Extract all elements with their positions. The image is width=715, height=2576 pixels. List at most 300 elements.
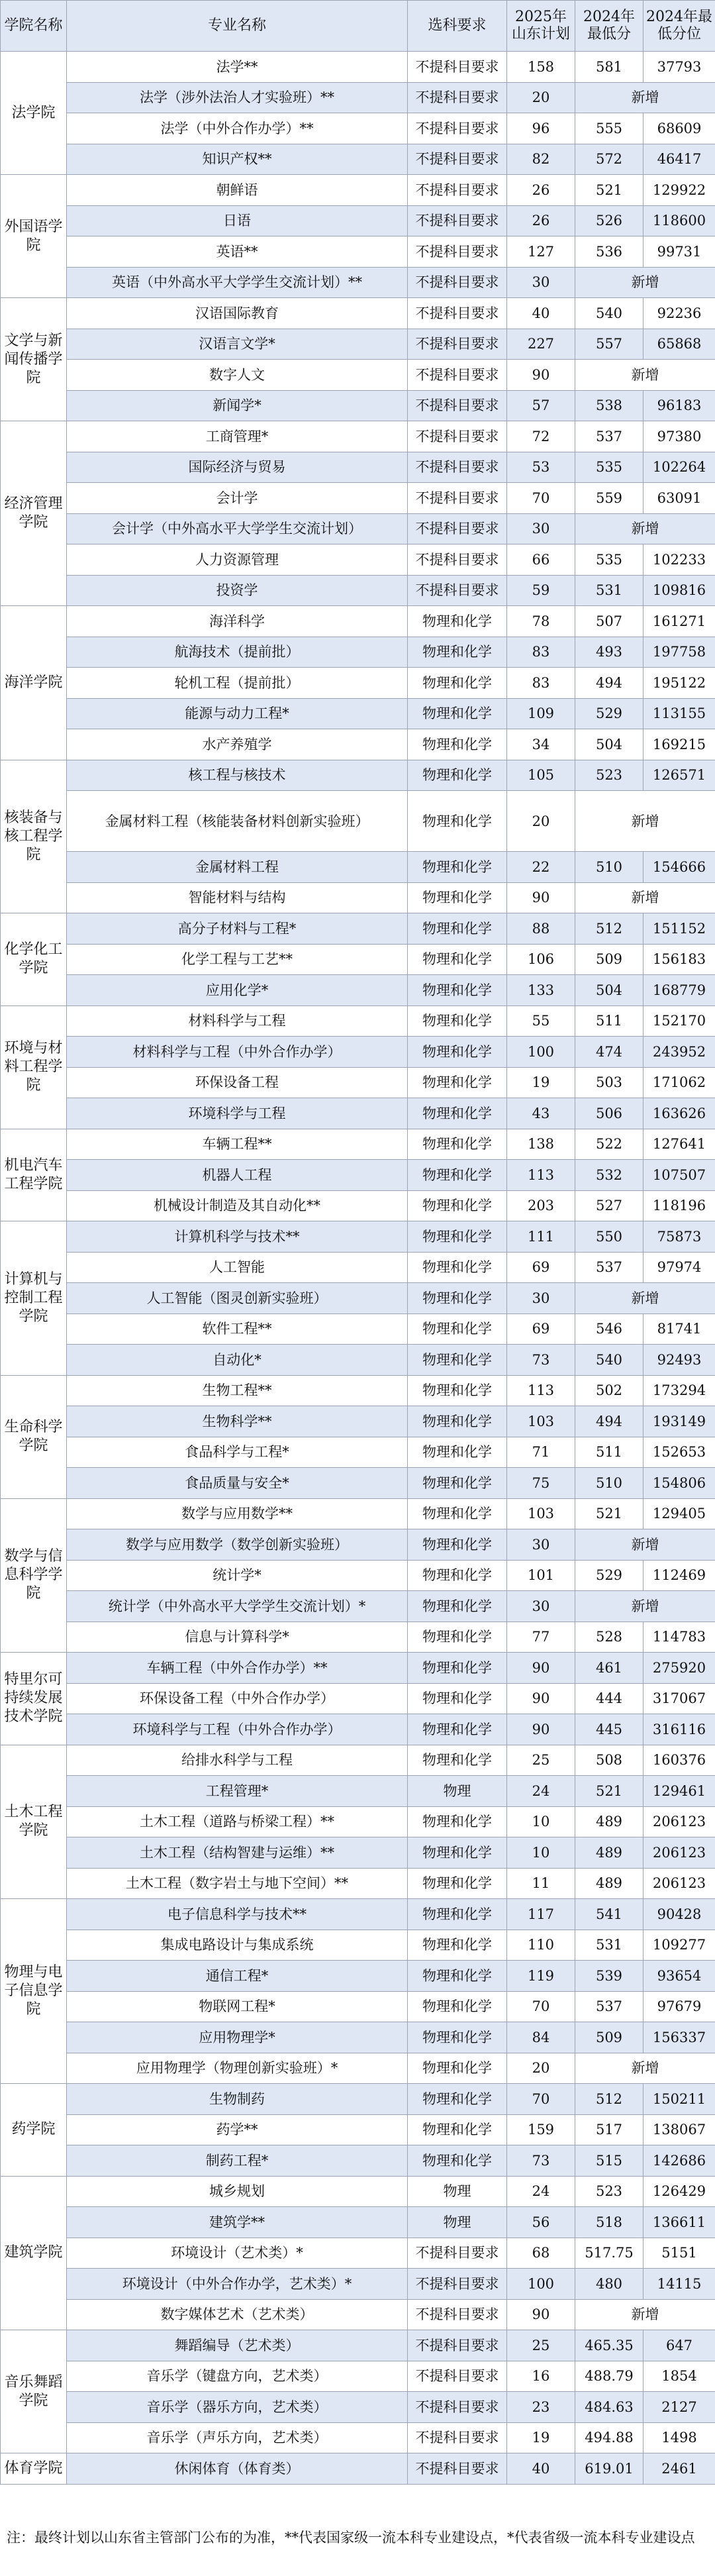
min-rank-cell: 5151 (644, 2238, 715, 2269)
min-score-cell: 511 (575, 1005, 644, 1037)
min-rank-cell: 96183 (644, 390, 715, 421)
requirement-cell: 不提科目要求 (408, 483, 507, 514)
requirement-cell: 物理 (408, 1776, 507, 1807)
min-rank-cell: 118196 (644, 1190, 715, 1221)
table-row (1, 1591, 715, 1622)
college-cell: 海洋学院 (1, 606, 67, 760)
plan-cell: 69 (507, 1314, 575, 1345)
plan-cell: 56 (507, 2207, 575, 2238)
min-score-cell: 511 (575, 1437, 644, 1468)
table-row (1, 668, 715, 699)
requirement-cell: 物理和化学 (408, 882, 507, 913)
requirement-cell: 物理和化学 (408, 2053, 507, 2084)
requirement-cell: 物理和化学 (408, 1591, 507, 1622)
table-row (1, 1806, 715, 1837)
college-cell: 物理与电子信息学院 (1, 1899, 67, 2084)
min-rank-cell: 63091 (644, 483, 715, 514)
min-score-cell: 535 (575, 452, 644, 483)
plan-cell: 40 (507, 298, 575, 329)
plan-cell: 24 (507, 1776, 575, 1807)
plan-cell: 34 (507, 729, 575, 760)
min-rank-cell: 138067 (644, 2114, 715, 2145)
min-rank-cell: 163626 (644, 1098, 715, 1129)
major-cell: 法学** (67, 52, 408, 83)
plan-cell: 53 (507, 452, 575, 483)
major-cell: 材料科学与工程（中外合作办学） (67, 1037, 408, 1068)
plan-cell: 43 (507, 1098, 575, 1129)
table-row (1, 1961, 715, 1992)
major-cell: 数学与应用数学（数学创新实验班） (67, 1529, 408, 1561)
min-score-cell: 新增 (575, 1529, 715, 1561)
plan-cell: 69 (507, 1252, 575, 1283)
requirement-cell: 物理和化学 (408, 637, 507, 668)
table-row (1, 1498, 715, 1529)
college-cell: 外国语学院 (1, 175, 67, 298)
plan-cell: 57 (507, 390, 575, 421)
min-score-cell: 504 (575, 729, 644, 760)
requirement-cell: 物理和化学 (408, 1067, 507, 1098)
major-cell: 生物科学** (67, 1406, 408, 1437)
requirement-cell: 物理和化学 (408, 1037, 507, 1068)
min-score-cell: 537 (575, 421, 644, 452)
major-cell: 法学（中外合作办学）** (67, 113, 408, 144)
plan-cell: 96 (507, 113, 575, 144)
requirement-cell: 物理和化学 (408, 2084, 507, 2115)
min-rank-cell: 195122 (644, 668, 715, 699)
table-row (1, 144, 715, 175)
plan-cell: 78 (507, 606, 575, 637)
requirement-cell: 不提科目要求 (408, 52, 507, 83)
table-row (1, 205, 715, 236)
requirement-cell: 物理和化学 (408, 1252, 507, 1283)
table-row (1, 175, 715, 206)
major-cell: 电子信息科学与技术** (67, 1899, 408, 1930)
major-cell: 人工智能 (67, 1252, 408, 1283)
min-score-cell: 537 (575, 1991, 644, 2022)
min-score-cell: 529 (575, 698, 644, 729)
major-cell: 能源与动力工程* (67, 698, 408, 729)
requirement-cell: 物理和化学 (408, 852, 507, 883)
plan-cell: 90 (507, 882, 575, 913)
table-row (1, 1899, 715, 1930)
min-score-cell: 555 (575, 113, 644, 144)
table-row (1, 1314, 715, 1345)
min-rank-cell: 97974 (644, 1252, 715, 1283)
major-cell: 环保设备工程（中外合作办学） (67, 1683, 408, 1714)
plan-cell: 101 (507, 1560, 575, 1591)
min-rank-cell: 161271 (644, 606, 715, 637)
table-row (1, 2022, 715, 2053)
min-score-cell: 488.79 (575, 2361, 644, 2392)
table-row (1, 944, 715, 975)
major-cell: 知识产权** (67, 144, 408, 175)
requirement-cell: 不提科目要求 (408, 2330, 507, 2361)
min-rank-cell: 151152 (644, 913, 715, 945)
table-row (1, 1837, 715, 1869)
plan-cell: 70 (507, 2084, 575, 2115)
major-cell: 金属材料工程（核能装备材料创新实验班） (67, 791, 408, 852)
major-cell: 环境科学与工程（中外合作办学） (67, 1714, 408, 1745)
table-row (1, 452, 715, 483)
requirement-cell: 物理和化学 (408, 975, 507, 1006)
min-score-cell: 546 (575, 1314, 644, 1345)
table-row (1, 1067, 715, 1098)
table-row (1, 1560, 715, 1591)
requirement-cell: 物理和化学 (408, 2114, 507, 2145)
min-score-cell: 572 (575, 144, 644, 175)
requirement-cell: 不提科目要求 (408, 298, 507, 329)
requirement-cell: 不提科目要求 (408, 575, 507, 606)
college-cell: 计算机与控制工程学院 (1, 1221, 67, 1376)
min-rank-cell: 2461 (644, 2453, 715, 2485)
table-row (1, 2238, 715, 2269)
plan-cell: 90 (507, 1714, 575, 1745)
min-rank-cell: 647 (644, 2330, 715, 2361)
requirement-cell: 物理和化学 (408, 1745, 507, 1776)
requirement-cell: 不提科目要求 (408, 267, 507, 298)
header-requirement: 选科要求 (408, 1, 507, 52)
major-cell: 应用物理学* (67, 2022, 408, 2053)
table-row (1, 2207, 715, 2238)
plan-cell: 26 (507, 205, 575, 236)
plan-cell: 82 (507, 144, 575, 175)
requirement-cell: 物理和化学 (408, 1190, 507, 1221)
requirement-cell: 物理和化学 (408, 1437, 507, 1468)
table-row (1, 483, 715, 514)
table-row (1, 82, 715, 113)
major-cell: 投资学 (67, 575, 408, 606)
min-score-cell: 523 (575, 760, 644, 791)
min-score-cell: 465.35 (575, 2330, 644, 2361)
min-rank-cell: 97679 (644, 1991, 715, 2022)
min-rank-cell: 93654 (644, 1961, 715, 1992)
min-rank-cell: 154806 (644, 1468, 715, 1499)
requirement-cell: 不提科目要求 (408, 205, 507, 236)
plan-cell: 100 (507, 1037, 575, 1068)
min-rank-cell: 1498 (644, 2422, 715, 2453)
requirement-cell: 物理和化学 (408, 1005, 507, 1037)
min-rank-cell: 317067 (644, 1683, 715, 1714)
min-score-cell: 531 (575, 1930, 644, 1961)
table-row (1, 113, 715, 144)
plan-cell: 73 (507, 2145, 575, 2177)
plan-cell: 22 (507, 852, 575, 883)
min-rank-cell: 113155 (644, 698, 715, 729)
min-rank-cell: 65868 (644, 329, 715, 360)
requirement-cell: 不提科目要求 (408, 360, 507, 391)
requirement-cell: 物理和化学 (408, 606, 507, 637)
major-cell: 环境设计（中外合作办学，艺术类）* (67, 2269, 408, 2300)
table-row (1, 1776, 715, 1807)
table-row (1, 2422, 715, 2453)
table-row (1, 1437, 715, 1468)
table-row (1, 390, 715, 421)
min-score-cell: 489 (575, 1806, 644, 1837)
min-rank-cell: 206123 (644, 1837, 715, 1869)
table-row (1, 2361, 715, 2392)
min-score-cell: 新增 (575, 2299, 715, 2330)
plan-cell: 90 (507, 1653, 575, 1684)
plan-cell: 103 (507, 1498, 575, 1529)
college-cell: 药学院 (1, 2084, 67, 2177)
table-row (1, 1283, 715, 1314)
min-score-cell: 461 (575, 1653, 644, 1684)
min-rank-cell: 102264 (644, 452, 715, 483)
table-row (1, 1653, 715, 1684)
min-score-cell: 新增 (575, 82, 715, 113)
college-cell: 经济管理学院 (1, 421, 67, 606)
min-score-cell: 480 (575, 2269, 644, 2300)
min-score-cell: 503 (575, 1067, 644, 1098)
major-cell: 自动化* (67, 1345, 408, 1376)
major-cell: 轮机工程（提前批） (67, 668, 408, 699)
plan-cell: 30 (507, 513, 575, 544)
min-rank-cell: 197758 (644, 637, 715, 668)
table-row (1, 513, 715, 544)
table-row (1, 2176, 715, 2207)
plan-cell: 106 (507, 944, 575, 975)
min-score-cell: 494 (575, 1406, 644, 1437)
requirement-cell: 物理和化学 (408, 1622, 507, 1653)
table-row (1, 52, 715, 83)
min-score-cell: 506 (575, 1098, 644, 1129)
min-score-cell: 521 (575, 1498, 644, 1529)
major-cell: 核工程与核技术 (67, 760, 408, 791)
min-score-cell: 504 (575, 975, 644, 1006)
major-cell: 机械设计制造及其自动化** (67, 1190, 408, 1221)
requirement-cell: 物理和化学 (408, 1221, 507, 1253)
min-rank-cell: 129405 (644, 1498, 715, 1529)
min-rank-cell: 81741 (644, 1314, 715, 1345)
major-cell: 建筑学** (67, 2207, 408, 2238)
min-score-cell: 508 (575, 1745, 644, 1776)
requirement-cell: 物理和化学 (408, 698, 507, 729)
min-rank-cell: 46417 (644, 144, 715, 175)
table-row (1, 1868, 715, 1899)
min-score-cell: 541 (575, 1899, 644, 1930)
min-score-cell: 512 (575, 2084, 644, 2115)
table-row (1, 760, 715, 791)
major-cell: 材料科学与工程 (67, 1005, 408, 1037)
min-score-cell: 521 (575, 175, 644, 206)
min-rank-cell: 1854 (644, 2361, 715, 2392)
plan-cell: 133 (507, 975, 575, 1006)
major-cell: 舞蹈编导（艺术类） (67, 2330, 408, 2361)
table-row (1, 637, 715, 668)
min-score-cell: 559 (575, 483, 644, 514)
requirement-cell: 物理 (408, 2176, 507, 2207)
plan-cell: 113 (507, 1375, 575, 1406)
header-row (1, 1, 715, 52)
requirement-cell: 物理和化学 (408, 2145, 507, 2177)
major-cell: 英语** (67, 236, 408, 268)
college-cell: 化学化工学院 (1, 913, 67, 1006)
plan-cell: 75 (507, 1468, 575, 1499)
min-rank-cell: 109816 (644, 575, 715, 606)
plan-cell: 70 (507, 483, 575, 514)
plan-cell: 90 (507, 360, 575, 391)
plan-cell: 109 (507, 698, 575, 729)
min-score-cell: 509 (575, 2022, 644, 2053)
min-score-cell: 527 (575, 1190, 644, 1221)
major-cell: 车辆工程（中外合作办学）** (67, 1653, 408, 1684)
plan-cell: 117 (507, 1899, 575, 1930)
min-rank-cell: 142686 (644, 2145, 715, 2177)
plan-cell: 10 (507, 1837, 575, 1869)
min-rank-cell: 136611 (644, 2207, 715, 2238)
plan-cell: 100 (507, 2269, 575, 2300)
requirement-cell: 物理和化学 (408, 1345, 507, 1376)
plan-cell: 90 (507, 1683, 575, 1714)
min-score-cell: 新增 (575, 1283, 715, 1314)
table-row (1, 236, 715, 268)
plan-cell: 19 (507, 1067, 575, 1098)
min-rank-cell: 37793 (644, 52, 715, 83)
min-rank-cell: 14115 (644, 2269, 715, 2300)
requirement-cell: 物理和化学 (408, 1714, 507, 1745)
min-rank-cell: 107507 (644, 1160, 715, 1191)
min-score-cell: 532 (575, 1160, 644, 1191)
min-rank-cell: 68609 (644, 113, 715, 144)
college-cell: 土木工程学院 (1, 1745, 67, 1899)
header-college: 学院名称 (1, 1, 67, 52)
min-score-cell: 新增 (575, 2053, 715, 2084)
requirement-cell: 物理和化学 (408, 1529, 507, 1561)
min-score-cell: 494.88 (575, 2422, 644, 2453)
table-row (1, 791, 715, 852)
major-cell: 制药工程* (67, 2145, 408, 2177)
min-rank-cell: 109277 (644, 1930, 715, 1961)
table-body (1, 52, 715, 2485)
table-row (1, 2330, 715, 2361)
min-score-cell: 619.01 (575, 2453, 644, 2485)
major-cell: 工商管理* (67, 421, 408, 452)
min-score-cell: 512 (575, 913, 644, 945)
table-row (1, 1005, 715, 1037)
major-cell: 食品科学与工程* (67, 1437, 408, 1468)
plan-cell: 158 (507, 52, 575, 83)
min-score-cell: 531 (575, 575, 644, 606)
major-cell: 食品质量与安全* (67, 1468, 408, 1499)
major-cell: 音乐学（器乐方向，艺术类） (67, 2392, 408, 2423)
college-cell: 音乐舞蹈学院 (1, 2330, 67, 2453)
table-row (1, 1991, 715, 2022)
college-cell: 数学与信息科学学院 (1, 1498, 67, 1653)
min-rank-cell: 92236 (644, 298, 715, 329)
major-cell: 汉语言文学* (67, 329, 408, 360)
table-row (1, 575, 715, 606)
min-rank-cell: 169215 (644, 729, 715, 760)
min-rank-cell: 152653 (644, 1437, 715, 1468)
requirement-cell: 物理和化学 (408, 1498, 507, 1529)
requirement-cell: 物理和化学 (408, 1991, 507, 2022)
major-cell: 数字人文 (67, 360, 408, 391)
min-score-cell: 550 (575, 1221, 644, 1253)
major-cell: 环境设计（艺术类）* (67, 2238, 408, 2269)
major-cell: 人力资源管理 (67, 544, 408, 576)
min-rank-cell: 316116 (644, 1714, 715, 1745)
min-rank-cell: 275920 (644, 1653, 715, 1684)
requirement-cell: 不提科目要求 (408, 2269, 507, 2300)
min-rank-cell: 92493 (644, 1345, 715, 1376)
plan-cell: 227 (507, 329, 575, 360)
plan-cell: 71 (507, 1437, 575, 1468)
major-cell: 机器人工程 (67, 1160, 408, 1191)
college-cell: 建筑学院 (1, 2176, 67, 2330)
major-cell: 统计学* (67, 1560, 408, 1591)
plan-cell: 30 (507, 1529, 575, 1561)
requirement-cell: 物理和化学 (408, 1129, 507, 1160)
plan-cell: 138 (507, 1129, 575, 1160)
requirement-cell: 不提科目要求 (408, 2392, 507, 2423)
plan-cell: 30 (507, 1591, 575, 1622)
plan-cell: 30 (507, 267, 575, 298)
plan-cell: 40 (507, 2453, 575, 2485)
min-rank-cell: 206123 (644, 1868, 715, 1899)
major-cell: 生物制药 (67, 2084, 408, 2115)
plan-cell: 111 (507, 1221, 575, 1253)
table-row (1, 913, 715, 945)
table-row (1, 1345, 715, 1376)
requirement-cell: 物理和化学 (408, 1468, 507, 1499)
min-score-cell: 新增 (575, 791, 715, 852)
major-cell: 车辆工程** (67, 1129, 408, 1160)
requirement-cell: 不提科目要求 (408, 113, 507, 144)
major-cell: 水产养殖学 (67, 729, 408, 760)
table-row (1, 1160, 715, 1191)
requirement-cell: 不提科目要求 (408, 2422, 507, 2453)
min-rank-cell: 126429 (644, 2176, 715, 2207)
min-score-cell: 494 (575, 668, 644, 699)
major-cell: 化学工程与工艺** (67, 944, 408, 975)
min-rank-cell: 2127 (644, 2392, 715, 2423)
footnote: 注：最终计划以山东省主管部门公布的为准，**代表国家级一流本科专业建设点，*代表省级一流本科专业建设点 (7, 2530, 695, 2546)
major-cell: 工程管理* (67, 1776, 408, 1807)
major-cell: 通信工程* (67, 1961, 408, 1992)
requirement-cell: 物理和化学 (408, 1683, 507, 1714)
plan-cell: 88 (507, 913, 575, 945)
plan-cell: 70 (507, 1991, 575, 2022)
college-cell: 特里尔可持续发展技术学院 (1, 1653, 67, 1745)
table-row (1, 2084, 715, 2115)
requirement-cell: 物理和化学 (408, 1837, 507, 1869)
table-row (1, 882, 715, 913)
plan-cell: 103 (507, 1406, 575, 1437)
table-row (1, 267, 715, 298)
table-row (1, 975, 715, 1006)
table-row (1, 1037, 715, 1068)
major-cell: 会计学（中外高水平大学学生交流计划） (67, 513, 408, 544)
min-rank-cell: 150211 (644, 2084, 715, 2115)
min-score-cell: 新增 (575, 882, 715, 913)
table-row (1, 2453, 715, 2485)
college-cell: 文学与新闻传播学院 (1, 298, 67, 421)
min-score-cell: 新增 (575, 360, 715, 391)
min-rank-cell: 90428 (644, 1899, 715, 1930)
requirement-cell: 物理和化学 (408, 1961, 507, 1992)
min-score-cell: 540 (575, 1345, 644, 1376)
plan-cell: 84 (507, 2022, 575, 2053)
major-cell: 软件工程** (67, 1314, 408, 1345)
header-min-score: 2024年最低分 (575, 1, 644, 52)
table-row (1, 1714, 715, 1745)
major-cell: 应用化学* (67, 975, 408, 1006)
min-rank-cell: 75873 (644, 1221, 715, 1253)
min-rank-cell: 156337 (644, 2022, 715, 2053)
plan-cell: 59 (507, 575, 575, 606)
table-row (1, 1190, 715, 1221)
table-row (1, 2114, 715, 2145)
